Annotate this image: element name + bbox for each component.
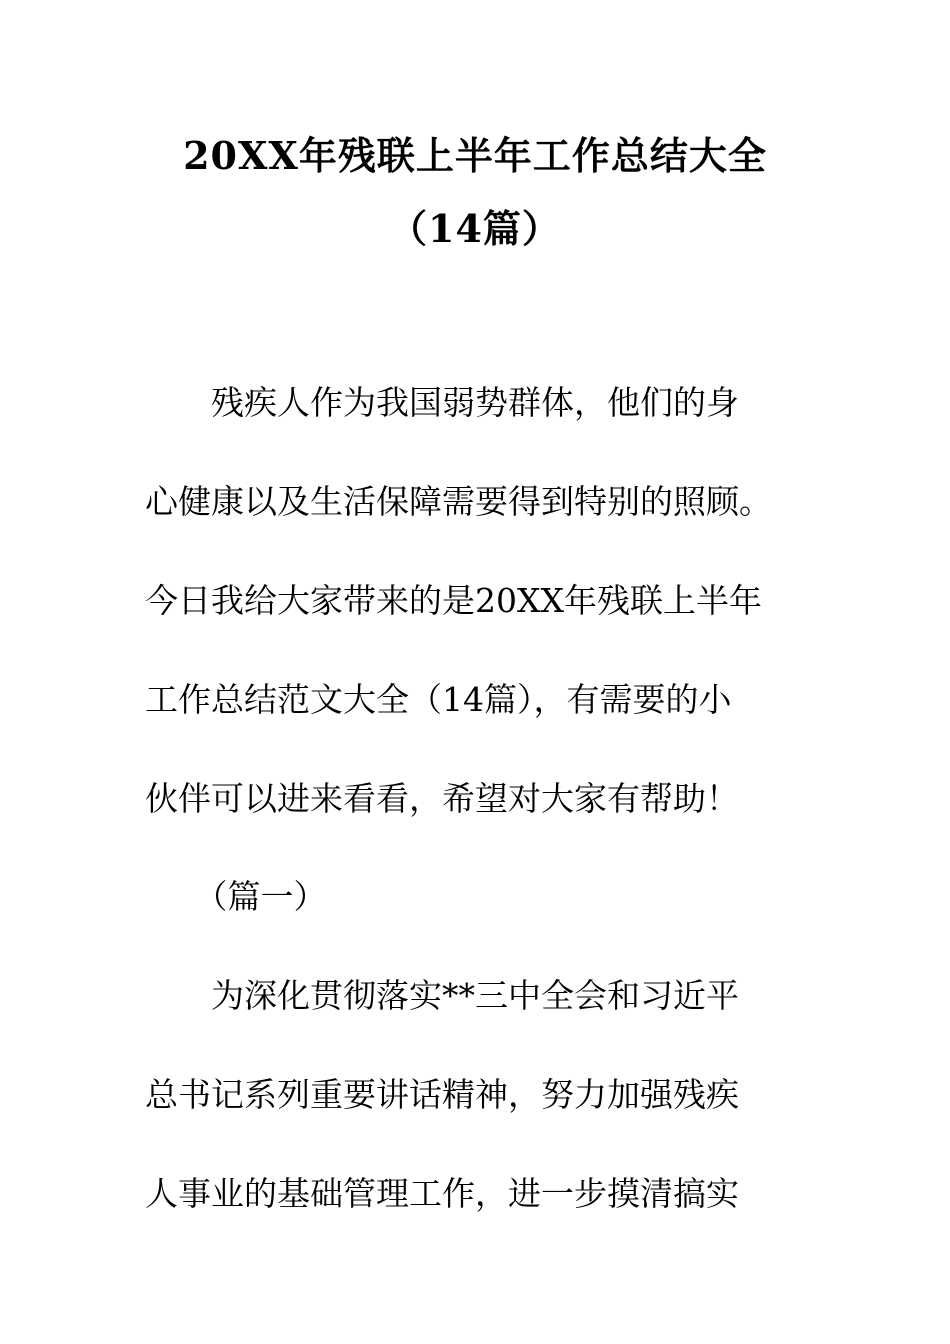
paragraph-line: 为深化贯彻落实**三中全会和习近平: [145, 976, 739, 1015]
paragraph-line: 心健康以及生活保障需要得到特别的照顾。: [145, 482, 772, 521]
document-title-line-1: 20XX年残联上半年工作总结大全: [183, 133, 767, 178]
paragraph-line: 工作总结范文大全（14篇），有需要的小: [145, 680, 732, 719]
paragraph-line: 残疾人作为我国弱势群体，他们的身: [145, 383, 739, 422]
paragraph-line: 今日我给大家带来的是20XX年残联上半年: [145, 581, 762, 620]
paragraph-line: 伙伴可以进来看看，希望对大家有帮助！: [145, 779, 739, 818]
document-title-line-2: （14篇）: [389, 206, 561, 251]
paragraph-line: 总书记系列重要讲话精神，努力加强残疾: [145, 1075, 739, 1114]
paragraph-line: 人事业的基础管理工作，进一步摸清搞实: [145, 1174, 739, 1213]
section-heading: （篇一）: [145, 877, 327, 916]
